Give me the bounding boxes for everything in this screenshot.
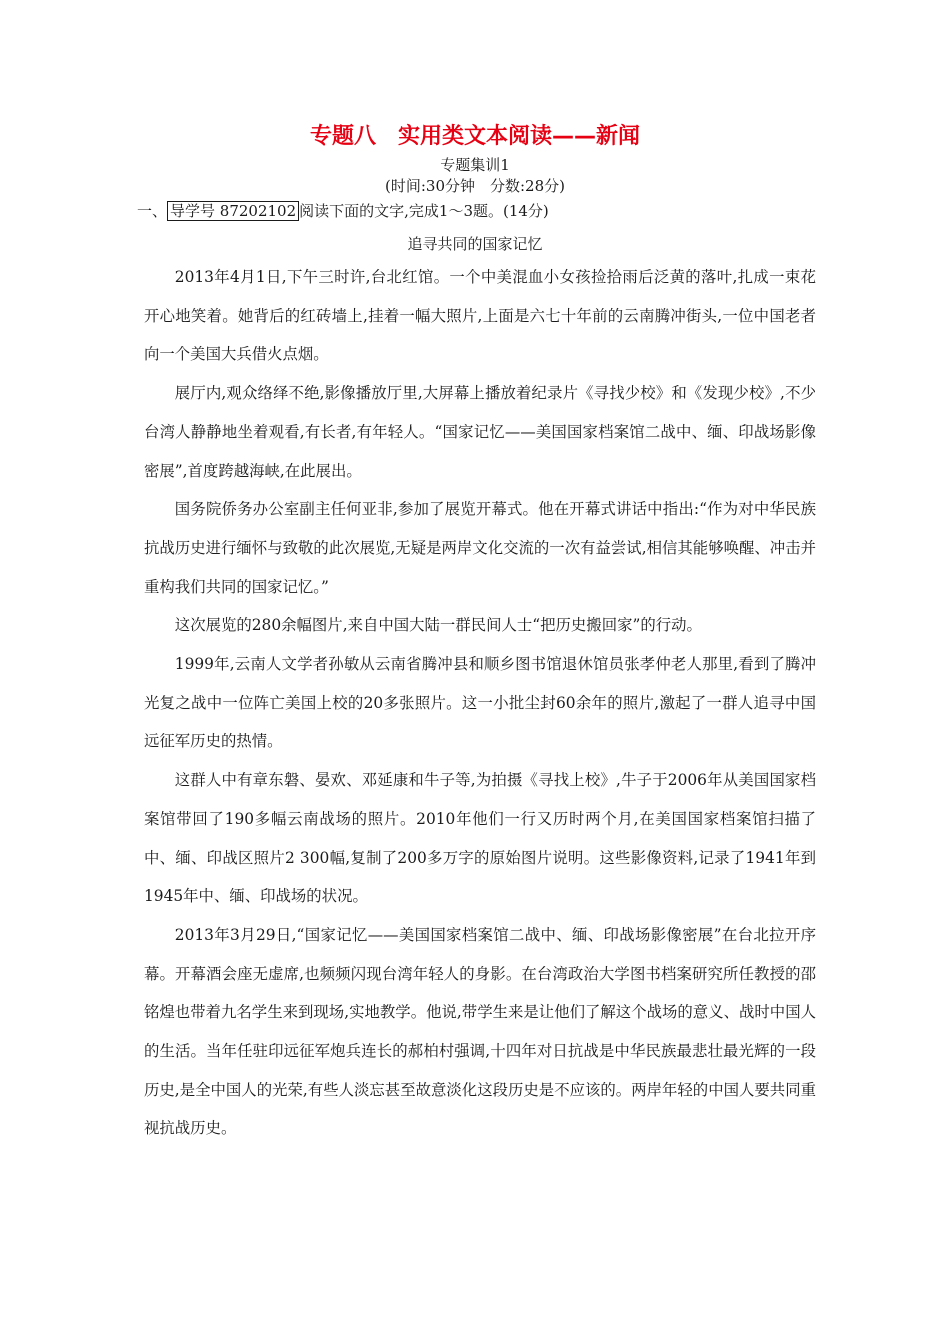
page-title: 专题八 实用类文本阅读——新闻 (309, 124, 640, 149)
page-subtitle: 专题集训1 (440, 156, 510, 174)
paragraph: 2013年4月1日,下午三时许,台北红馆。一个中美混血小女孩捡拾雨后泛黄的落叶,扎成一束花开心地笑着。她背后的红砖墙上,挂着一幅大照片,上面是六七十年前的云南腾冲街头,一位中国老者向一个美国大兵借火点烟。 (144, 268, 816, 364)
question-instruction: 阅读下面的文字,完成1～3题。(14分) (299, 202, 549, 220)
paragraph: 这次展览的280余幅图片,来自中国大陆一群民间人士“把历史搬回家”的行动。 (174, 616, 702, 635)
paragraph: 展厅内,观众络绎不绝,影像播放厅里,大屏幕上播放着纪录片《寻找少校》和《发现少校》,不少台湾人静静地坐着观看,有长者,有年轻人。“国家记忆——美国国家档案馆二战中、缅、印战场影像密展”,首度跨越海峡,在此展出。 (144, 384, 816, 480)
question-number: 一、 (137, 202, 168, 220)
paragraph: 这群人中有章东磐、晏欢、邓延康和牛子等,为拍摄《寻找上校》,牛子于2006年从美国国家档案馆带回了190多幅云南战场的照片。2010年他们一行又历时两个月,在美国国家档案馆扫描了中、缅、印战区照片2 300幅,复制了200多万字的原始图片说明。这些影像资料,记录了1941年到1945年中、缅、印战场的状况。 (144, 771, 816, 906)
article-body (144, 258, 816, 1148)
time-info: (时间:30分钟 分数:28分) (385, 177, 565, 195)
question-line (137, 200, 549, 222)
paragraph: 2013年3月29日,“国家记忆——美国国家档案馆二战中、缅、印战场影像密展”在台北拉开序幕。开幕酒会座无虚席,也频频闪现台湾年轻人的身影。在台湾政治大学图书档案研究所任教授的邵铭煌也带着九名学生来到现场,实地教学。他说,带学生来是让他们了解这个战场的意义、战时中国人的生活。当年任驻印远征军炮兵连长的郝柏村强调,十四年对日抗战是中华民族最悲壮最光辉的一段历史,是全中国人的光荣,有些人淡忘甚至故意淡化这段历史是不应该的。两岸年轻的中国人要共同重视抗战历史。 (144, 925, 816, 1138)
article-title: 追寻共同的国家记忆 (407, 235, 543, 253)
paragraph: 国务院侨务办公室副主任何亚非,参加了展览开幕式。他在开幕式讲话中指出:“作为对中华民族抗战历史进行缅怀与致敬的此次展览,无疑是两岸文化交流的一次有益尝试,相信其能够唤醒、冲击并重构我们共同的国家记忆。” (144, 500, 816, 596)
paragraph: 1999年,云南人文学者孙敏从云南省腾冲县和顺乡图书馆退休馆员张孝仲老人那里,看到了腾冲光复之战中一位阵亡美国上校的20多张照片。这一小批尘封60余年的照片,激起了一群人追寻中国远征军历史的热情。 (144, 655, 816, 751)
guide-code-box: 导学号 87202102 (167, 201, 299, 221)
